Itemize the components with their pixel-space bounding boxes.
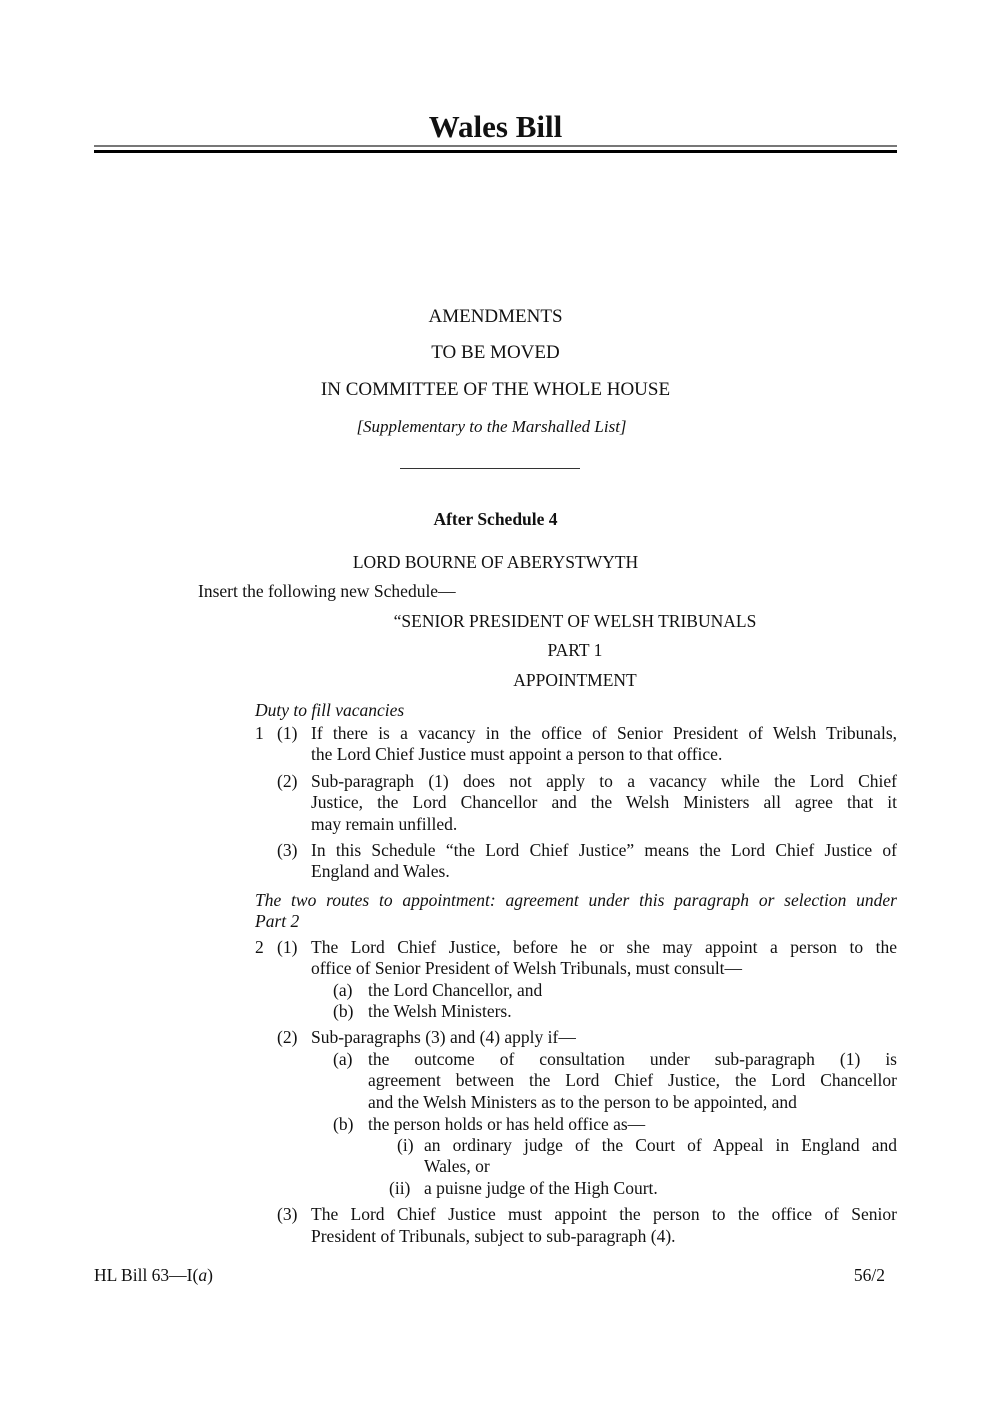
subparagraph-number: (1) <box>277 723 298 743</box>
text-line: President of Tribunals, subject to sub-paragraph (4). <box>311 1226 676 1246</box>
part-number: PART 1 <box>547 640 603 660</box>
subparagraph-number: (3) <box>277 1204 298 1224</box>
text-line: office of Senior President of Welsh Tribunals, must consult— <box>311 958 743 978</box>
subparagraph-number: (1) <box>277 937 298 957</box>
subparagraph-number: (2) <box>277 771 298 791</box>
text-line: the Welsh Ministers. <box>368 1001 512 1021</box>
text-line: and the Welsh Ministers as to the person to be appointed, and <box>368 1092 797 1112</box>
text-line: an ordinary judge of the Court of Appeal in England and <box>424 1135 897 1155</box>
page-reference: 56/2 <box>853 1265 885 1285</box>
bill-reference-end: ) <box>207 1265 213 1285</box>
title-rule-thick <box>94 150 897 153</box>
text-line: the Lord Chancellor, and <box>368 980 543 1000</box>
text-line: Wales, or <box>424 1156 490 1176</box>
section-heading: Part 2 <box>255 911 300 931</box>
section-heading: The two routes to appointment: agreement under this paragraph or selection under <box>255 890 897 910</box>
heading-amendments: AMENDMENTS <box>428 306 563 327</box>
text-line: the outcome of consultation under sub-paragraph (1) is <box>368 1049 897 1069</box>
amendment-instruction: Insert the following new Schedule— <box>198 581 456 601</box>
text-line: In this Schedule “the Lord Chief Justice” means the Lord Chief Justice of <box>311 840 897 860</box>
item-letter: (a) <box>333 980 353 1000</box>
text-line: If there is a vacancy in the office of Senior President of Welsh Tribunals, <box>311 723 897 743</box>
heading-to-be-moved: TO BE MOVED <box>431 342 560 363</box>
text-line: the Lord Chief Justice must appoint a person to that office. <box>311 744 723 764</box>
subparagraph-number: (3) <box>277 840 298 860</box>
section-heading: Duty to fill vacancies <box>255 700 405 720</box>
text-line: Sub-paragraph (1) does not apply to a vacancy while the Lord Chief <box>311 771 897 791</box>
bill-reference-text: HL Bill 63—I( <box>94 1265 199 1285</box>
amendment-mover: LORD BOURNE OF ABERYSTWYTH <box>352 552 639 572</box>
bill-reference <box>94 1264 213 1286</box>
item-letter: (b) <box>333 1001 354 1021</box>
text-line: Sub-paragraphs (3) and (4) apply if— <box>311 1027 576 1047</box>
document-title: Wales Bill <box>428 109 563 144</box>
text-line: England and Wales. <box>311 861 450 881</box>
heading-committee: IN COMMITTEE OF THE WHOLE HOUSE <box>320 379 671 400</box>
text-line: agreement between the Lord Chief Justice, the Lord Chancellor <box>368 1070 897 1090</box>
subparagraph-number: (2) <box>277 1027 298 1047</box>
schedule-title: “SENIOR PRESIDENT OF WELSH TRIBUNALS <box>393 611 757 631</box>
text-line: the person holds or has held office as— <box>368 1114 646 1134</box>
text-line: The Lord Chief Justice must appoint the person to the office of Senior <box>311 1204 897 1224</box>
text-line: may remain unfilled. <box>311 814 458 834</box>
title-rule-thin <box>94 145 897 147</box>
heading-note: [Supplementary to the Marshalled List] <box>356 417 627 436</box>
item-letter: (b) <box>333 1114 354 1134</box>
paragraph-number: 1 <box>255 723 264 743</box>
item-roman: (ii) <box>389 1178 411 1198</box>
part-title: APPOINTMENT <box>513 670 637 690</box>
item-roman: (i) <box>397 1135 414 1155</box>
bill-reference-italic: a <box>198 1265 208 1285</box>
separator-rule <box>400 468 580 469</box>
text-line: The Lord Chief Justice, before he or she may appoint a person to the <box>311 937 897 957</box>
item-letter: (a) <box>333 1049 353 1069</box>
text-line: Justice, the Lord Chancellor and the Welsh Ministers all agree that it <box>311 792 897 812</box>
paragraph-number: 2 <box>255 937 264 957</box>
text-line: a puisne judge of the High Court. <box>424 1178 658 1198</box>
amendment-location: After Schedule 4 <box>433 509 558 529</box>
